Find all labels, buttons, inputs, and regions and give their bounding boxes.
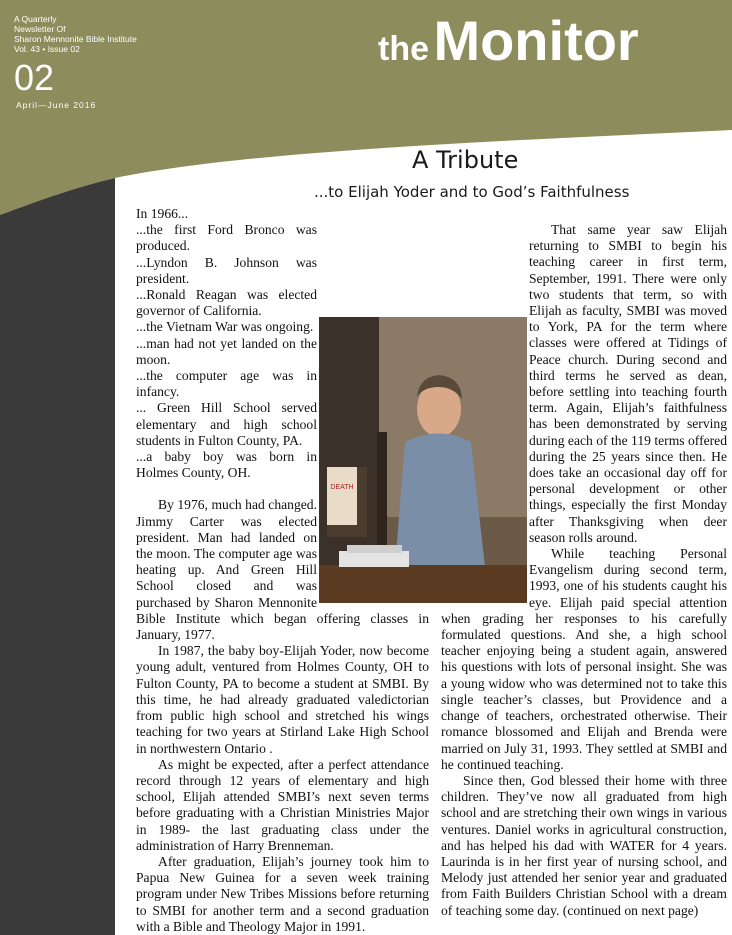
col1-para-13: After graduation, Elijah’s journey took him to Papua New Guinea for a seven week training program under New Tribes Missions before returning to SMBI for another term and a second graduation with a Bible and Theology Major in 1991.: [136, 853, 429, 934]
brand-monitor: Monitor: [433, 9, 639, 72]
col2-para-3: Since then, God blessed their home with three children. They’ve now all graduated from high school and are stretching their own wings in various ventures. Daniel works in agricultural construction, and has helped his dad with WATER for 4 years. Laurinda is in her first year of nursing school, and Melody just attended her senior year and graduated from Faith Builders Christian School with a dream of teaching some day. (continued on next page): [441, 772, 727, 918]
col1-para-5: ...the Vietnam War was ongoing.: [136, 319, 314, 335]
article-title: A Tribute: [412, 146, 519, 174]
col2-para-1: That same year saw Elijah returning to SMBI to begin his teaching career in first term, September, 1991. There were only two students that term, so with Elijah as faculty, SMBI was moved to York, PA for the term where classes were offered at Tidings of Peace church. During second and third terms he served as dean, before settling into teaching fourth term. Again, Elijah’s faithfulness has been demonstrated by serving during each of the 119 terms offered during the 25 years since then. He does take an occasional day off for personal development or other things, especially the first Monday after Thanksgiving when deer season rolls around.: [529, 222, 727, 545]
col1-para-3: ...Lyndon B. Johnson was president.: [136, 254, 317, 286]
col1-para-6: ...man had not yet landed on the moon.: [136, 335, 317, 367]
col1-para-2: ...the first Ford Bronco was produced.: [136, 222, 317, 254]
col1-para-8: ... Green Hill School served elementary and high school students in Fulton County, PA.: [136, 400, 317, 448]
col1-para-9: ...a baby boy was born in Holmes County, OH.: [136, 449, 317, 481]
masthead-line2: Newsletter Of: [14, 24, 66, 34]
col1-para-10: By 1976, much had changed. Jimmy Carter was elected president. Man had landed on the moon. The computer age was heating up. And Green Hill School closed and was purchased by Sharon Mennonite Bible Institute which began offering classes in January, 1977.: [136, 497, 429, 643]
col1-para-4: ...Ronald Reagan was elected governor of California.: [136, 287, 317, 319]
side-bar: [0, 178, 115, 935]
masthead-line3: Sharon Mennonite Bible Institute: [14, 34, 137, 44]
elijah-yoder-photo: [319, 317, 527, 603]
article-subtitle: ...to Elijah Yoder and to God’s Faithfulness: [314, 183, 630, 201]
col1-para-7: ...the computer age was in infancy.: [136, 368, 317, 400]
issue-date: April—June 2016: [16, 100, 97, 110]
newsletter-brand: [378, 8, 639, 73]
brand-the: the: [378, 30, 429, 68]
sign-text: DEATH: [330, 484, 354, 491]
masthead-line1: A Quarterly: [14, 14, 57, 24]
issue-number: 02: [14, 57, 55, 98]
volume-issue: Vol. 43 • Issue 02: [14, 44, 80, 54]
col1-para-1: In 1966...: [136, 206, 189, 221]
masthead-info: [14, 14, 137, 54]
col1-para-11: In 1987, the baby boy-Elijah Yoder, now become young adult, ventured from Holmes County, OH to Fulton County, PA to become a student at SMBI. By this time, he had already graduated valedictorian from public high school and stretched his wings teaching for two years at Stirland Lake High School in northwestern Ontario .: [136, 643, 429, 756]
col1-para-12: As might be expected, after a perfect attendance record through 12 years of elementary and high school, Elijah attended SMBI’s next seven terms before graduating with a Christian Ministries Major in 1989- the last graduating class under the administration of Harry Brenneman.: [136, 756, 429, 853]
col2-para-2: While teaching Personal Evangelism during second term, 1993, one of his students caught his eye. Elijah paid special attention when grading her responses to his carefully formulated questions. And she, a high school teacher enjoying being a student again, answered his questions with lots of personal insight. She was a young widow who was determined not to take this single teacher’s classes, but Providence and a change of teachers, orchestrated otherwise. Their romance blossomed and Elijah and Brenda were married on July 31, 1993. They settled at SMBI and he continued teaching.: [441, 546, 727, 772]
wall-sign: [327, 467, 357, 525]
